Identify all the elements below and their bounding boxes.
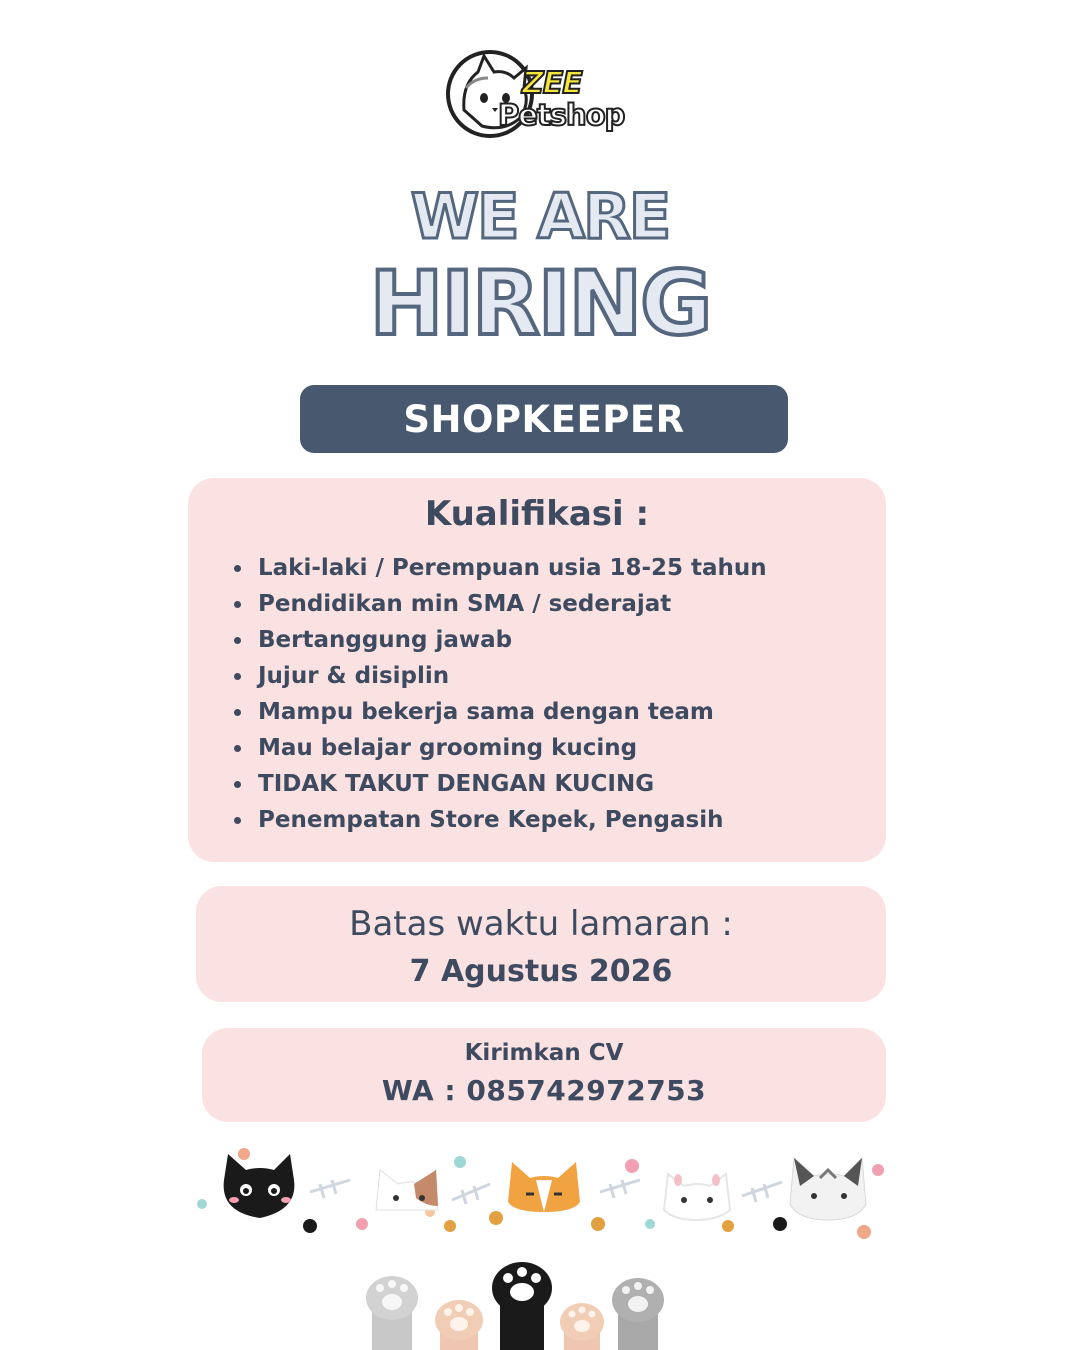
list-item: Bertanggung jawab bbox=[232, 622, 767, 658]
gray-paw-icon bbox=[612, 1278, 664, 1350]
deadline-date: 7 Agustus 2026 bbox=[409, 954, 673, 989]
fish-bone-icon bbox=[452, 1184, 490, 1204]
black-cat-icon bbox=[224, 1154, 295, 1218]
dot-icon bbox=[872, 1164, 884, 1176]
list-item: Mau belajar grooming kucing bbox=[232, 730, 767, 766]
position-badge: SHOPKEEPER bbox=[300, 385, 788, 453]
paw-print-icon bbox=[489, 1211, 503, 1225]
calico-cat-icon bbox=[376, 1170, 438, 1210]
dot-icon bbox=[454, 1156, 466, 1168]
peach-paw-icon bbox=[560, 1303, 604, 1350]
deadline-card bbox=[196, 886, 886, 1002]
paw-print-icon bbox=[591, 1217, 605, 1231]
list-item: Mampu bekerja sama dengan team bbox=[232, 694, 767, 730]
cat-illustrations bbox=[190, 1140, 890, 1250]
fish-bone-icon bbox=[742, 1182, 782, 1202]
zee-petshop-logo bbox=[444, 48, 644, 143]
gray-paw-icon bbox=[366, 1276, 418, 1350]
dot-icon bbox=[356, 1218, 368, 1230]
contact-label: Kirimkan CV bbox=[464, 1040, 624, 1066]
list-item: Jujur & disiplin bbox=[232, 658, 767, 694]
contact-card bbox=[202, 1028, 886, 1122]
list-item: TIDAK TAKUT DENGAN KUCING bbox=[232, 766, 767, 802]
gray-tabby-cat-icon bbox=[790, 1158, 866, 1220]
logo-text-zee: ZEE bbox=[522, 66, 582, 101]
white-cat-icon bbox=[664, 1174, 730, 1220]
paw-print-icon bbox=[722, 1220, 734, 1232]
qualifications-title: Kualifikasi : bbox=[424, 494, 650, 534]
headline-we-are: WE ARE bbox=[410, 180, 670, 253]
qualifications-card bbox=[188, 478, 886, 862]
fish-bone-icon bbox=[600, 1180, 640, 1198]
paw-print-icon bbox=[773, 1217, 787, 1231]
deadline-label: Batas waktu lamaran : bbox=[349, 904, 733, 944]
black-paw-icon bbox=[492, 1262, 552, 1350]
logo-text-petshop: Petshop bbox=[498, 98, 625, 132]
whatsapp-number: WA : 085742972753 bbox=[381, 1074, 707, 1107]
fish-bone-icon bbox=[310, 1180, 350, 1198]
dot-icon bbox=[645, 1219, 655, 1229]
list-item: Penempatan Store Kepek, Pengasih bbox=[232, 802, 767, 838]
dot-icon bbox=[197, 1199, 207, 1209]
orange-cat-icon bbox=[508, 1162, 580, 1212]
peach-paw-icon bbox=[435, 1300, 483, 1350]
dot-icon bbox=[857, 1225, 871, 1239]
paw-print-icon bbox=[444, 1220, 456, 1232]
dot-icon bbox=[238, 1148, 250, 1160]
list-item: Laki-laki / Perempuan usia 18-25 tahun bbox=[232, 550, 767, 586]
qualifications-list bbox=[232, 550, 767, 838]
dot-icon bbox=[625, 1159, 639, 1173]
headline-hiring: HIRING bbox=[369, 252, 711, 355]
list-item: Pendidikan min SMA / sederajat bbox=[232, 586, 767, 622]
paw-illustrations bbox=[360, 1258, 680, 1350]
paw-print-icon bbox=[303, 1219, 317, 1233]
